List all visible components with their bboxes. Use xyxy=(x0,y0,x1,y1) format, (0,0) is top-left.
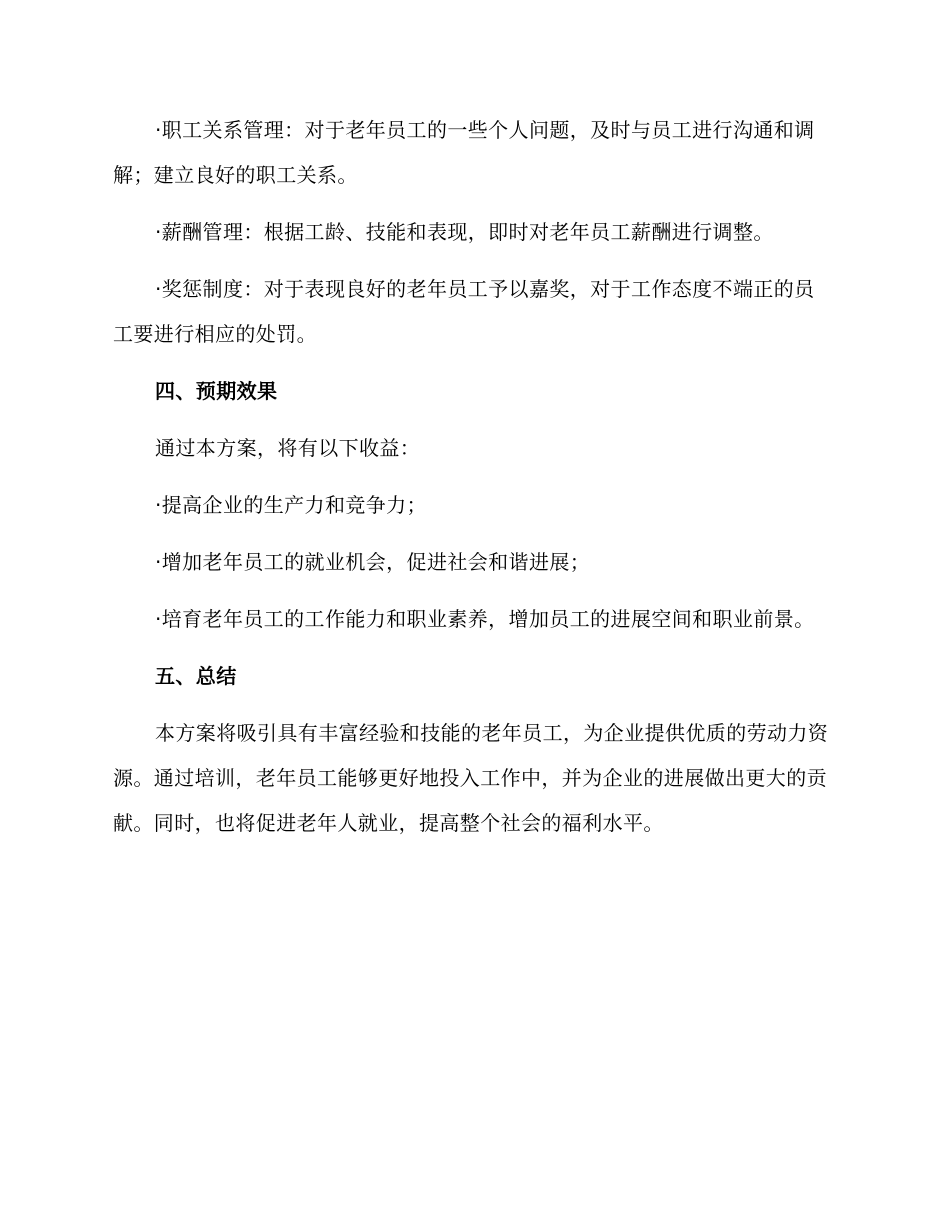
paragraph-gap xyxy=(113,585,833,597)
document-body xyxy=(113,108,833,846)
bullet-salary-management: ·薪酬管理：根据工龄、技能和表现，即时对老年员工薪酬进行调整。 xyxy=(155,220,774,244)
bullet-reward-punishment: ·奖惩制度：对于表现良好的老年员工予以嘉奖，对于工作态度不端正的员工要进行相应的处罚。 xyxy=(113,277,815,346)
paragraph-gap xyxy=(113,414,833,426)
summary-paragraph: 本方案将吸引具有丰富经验和技能的老年员工，为企业提供优质的劳动力资源。通过培训，老年员工能够更好地投入工作中，并为企业的进展做出更大的贡献。同时，也将促进老年人就业，提高整个社会的福利水平。 xyxy=(113,721,829,835)
paragraph-gap xyxy=(113,642,833,654)
paragraph-gap xyxy=(113,699,833,711)
intro-benefits: 通过本方案，将有以下收益： xyxy=(155,436,421,460)
bullet-productivity: ·提高企业的生产力和竞争力； xyxy=(155,493,427,517)
paragraph-gap xyxy=(113,471,833,483)
heading-summary: 五、总结 xyxy=(155,664,237,688)
paragraph-gap xyxy=(113,528,833,540)
paragraph-gap xyxy=(113,357,833,369)
bullet-employment: ·增加老年员工的就业机会，促进社会和谐进展； xyxy=(155,550,591,574)
paragraph-gap xyxy=(113,198,833,210)
heading-expected-effects: 四、预期效果 xyxy=(155,379,278,403)
bullet-employee-relations: ·职工关系管理：对于老年员工的一些个人问题，及时与员工进行沟通和调解；建立良好的职工关系。 xyxy=(113,118,815,187)
bullet-development: ·培育老年员工的工作能力和职业素养，增加员工的进展空间和职业前景。 xyxy=(155,607,815,631)
paragraph-gap xyxy=(113,255,833,267)
